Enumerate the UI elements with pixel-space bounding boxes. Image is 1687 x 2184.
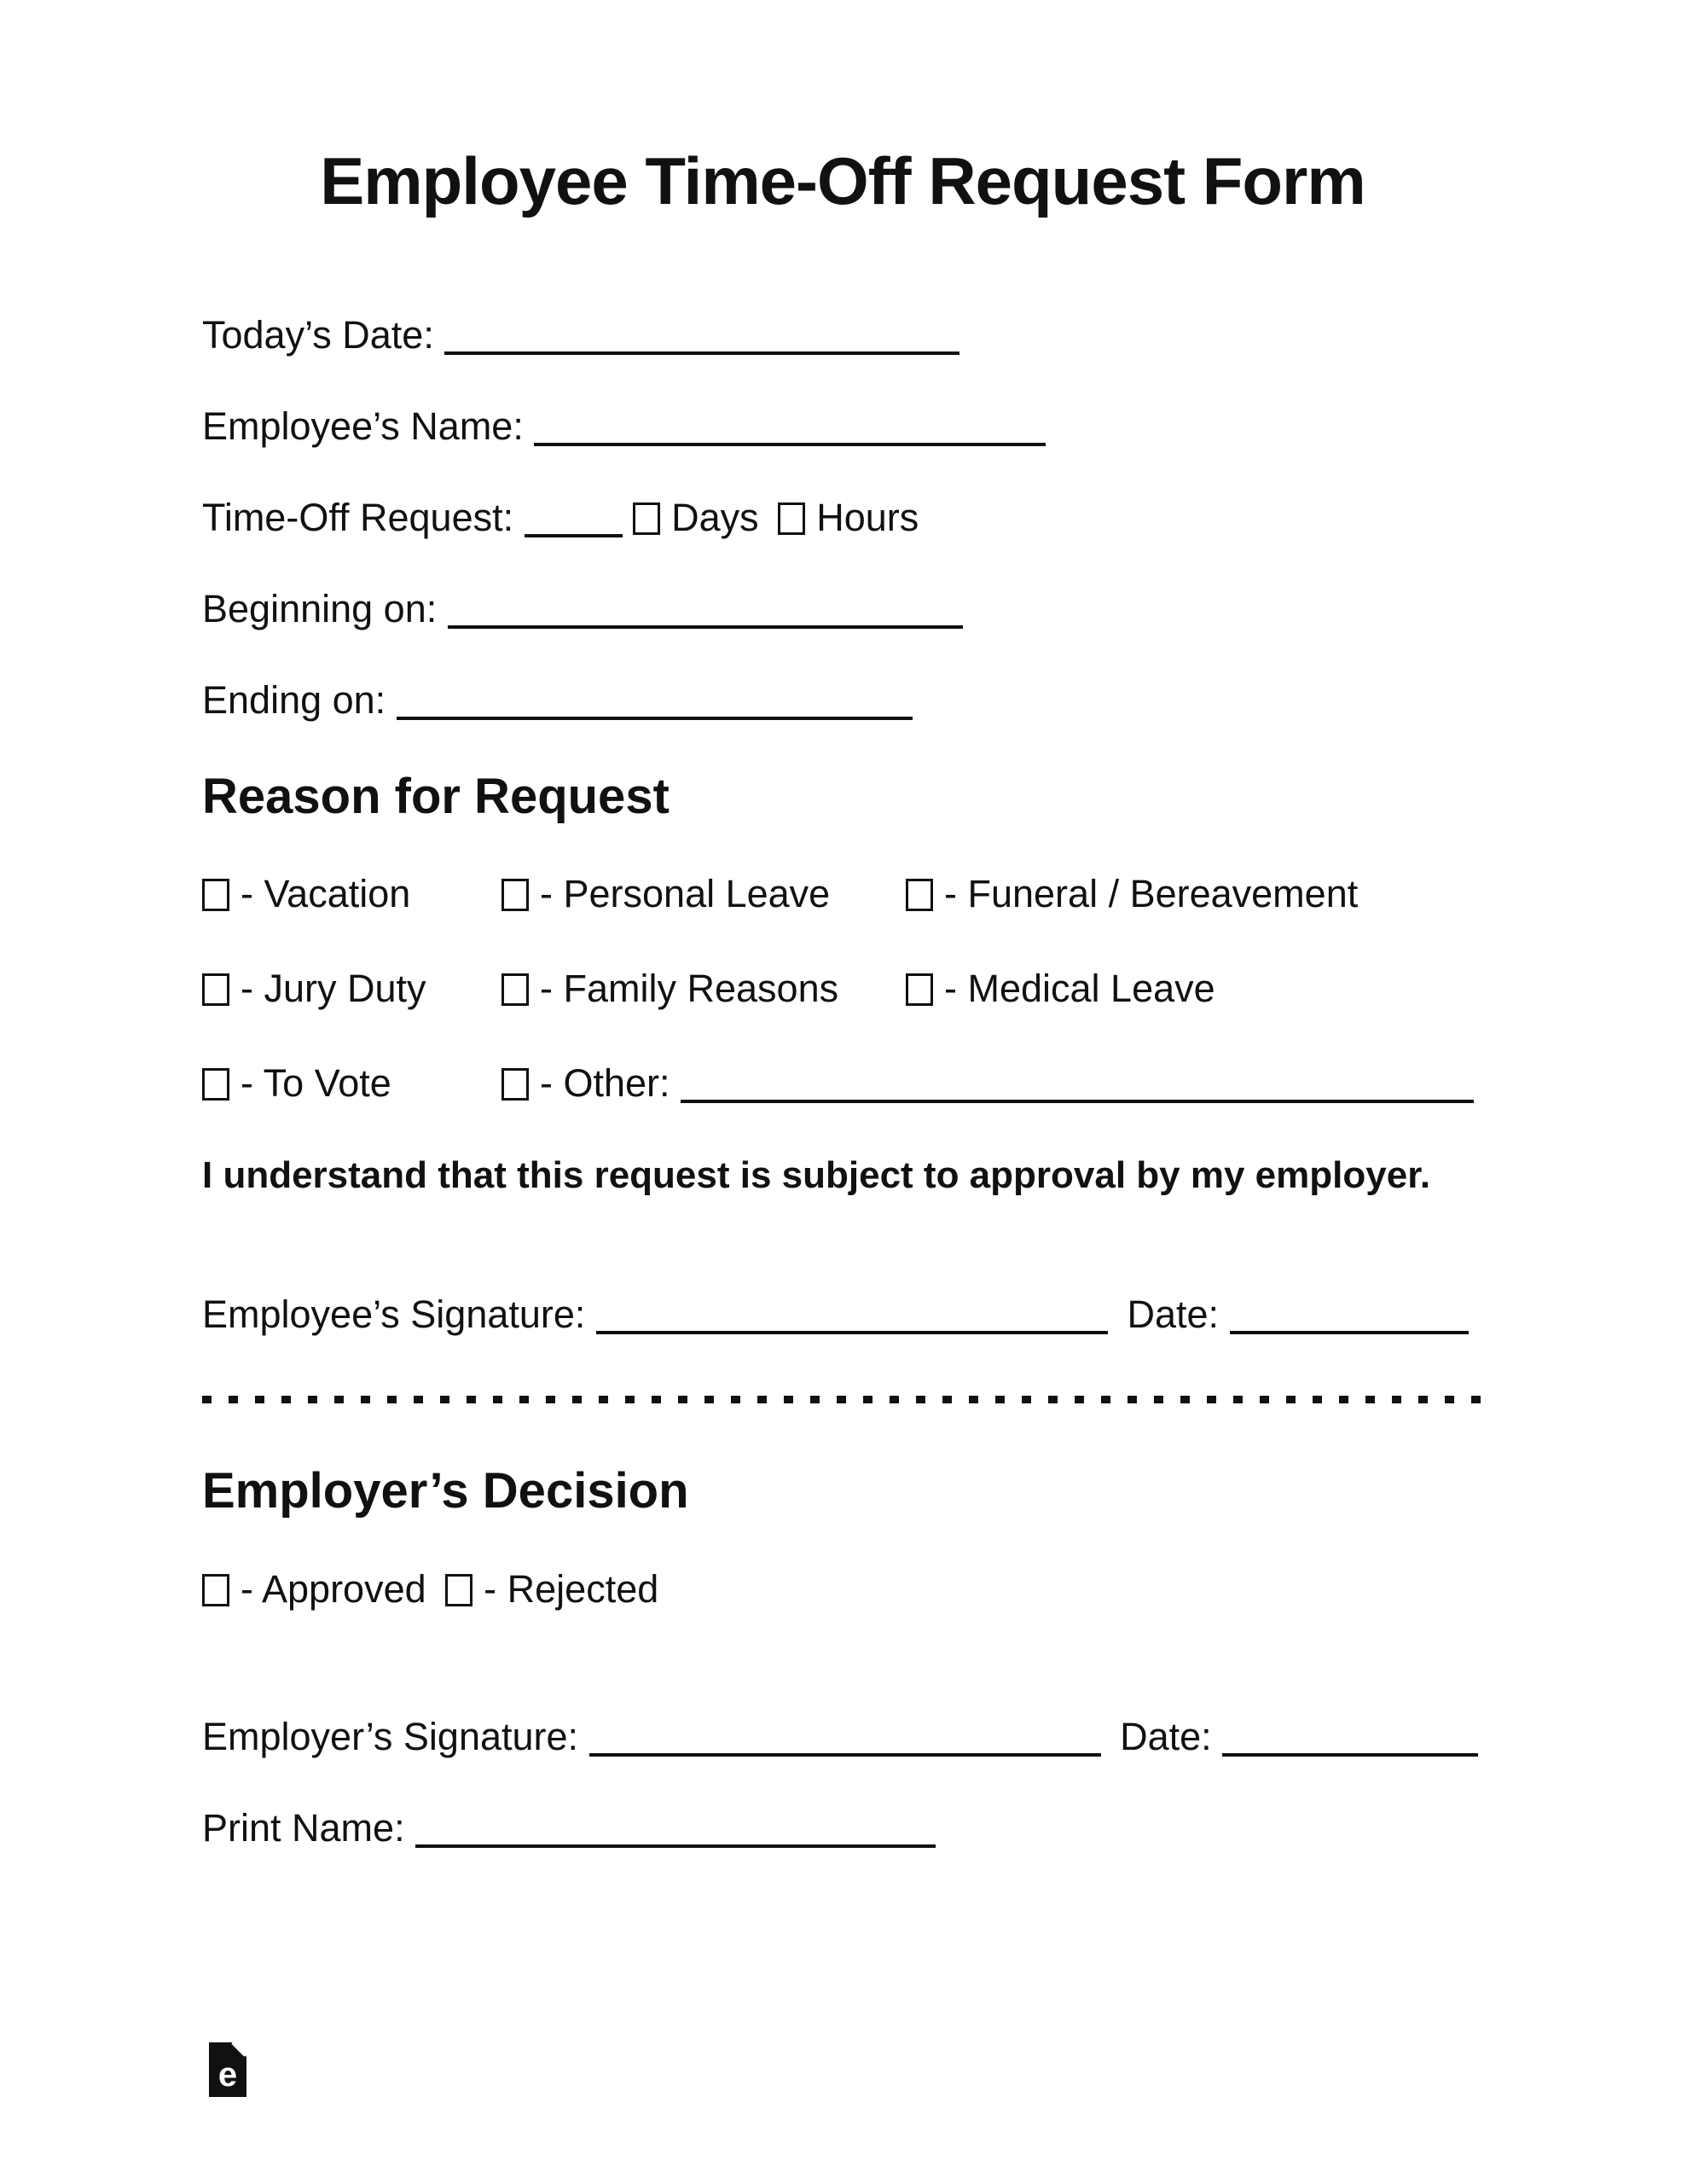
employer-date-label: Date: xyxy=(1120,1715,1212,1758)
employer-signature-blank-line[interactable] xyxy=(589,1728,1101,1757)
hours-label: Hours xyxy=(816,496,919,539)
reason-option-personal-leave xyxy=(501,871,906,917)
beginning-on-blank-line[interactable] xyxy=(448,600,963,629)
eforms-logo xyxy=(209,2042,246,2097)
employees-name-blank-line[interactable] xyxy=(534,417,1046,446)
other-checkbox[interactable] xyxy=(501,1068,529,1101)
rejected-checkbox[interactable] xyxy=(445,1574,472,1606)
rejected-label: - Rejected xyxy=(484,1567,659,1611)
to-vote-checkbox[interactable] xyxy=(202,1068,229,1101)
medical-leave-label: - Medical Leave xyxy=(944,967,1215,1010)
employee-signature-row xyxy=(202,1292,1483,1338)
days-label: Days xyxy=(671,496,759,539)
jury-duty-label: - Jury Duty xyxy=(241,967,426,1010)
print-name-label: Print Name: xyxy=(202,1806,405,1850)
days-checkbox[interactable] xyxy=(633,502,660,535)
approved-checkbox[interactable] xyxy=(202,1574,229,1606)
document-page-icon xyxy=(209,2042,246,2097)
time-off-request-label: Time-Off Request: xyxy=(202,496,514,539)
employee-date-blank-line[interactable] xyxy=(1230,1305,1469,1334)
reason-option-medical-leave xyxy=(906,966,1483,1012)
reason-option-to-vote xyxy=(202,1060,501,1107)
ending-on-label: Ending on: xyxy=(202,678,386,722)
print-name-row xyxy=(202,1805,1483,1851)
todays-date-row xyxy=(202,312,1483,358)
approval-statement: I understand that this request is subject to approval by my employer. xyxy=(202,1154,1431,1196)
reason-options-grid xyxy=(202,871,1483,1012)
family-reasons-label: - Family Reasons xyxy=(540,967,839,1010)
to-vote-label: - To Vote xyxy=(241,1061,391,1105)
header-fields xyxy=(202,312,1483,723)
reason-option-other xyxy=(501,1060,1483,1107)
employees-name-label: Employee’s Name: xyxy=(202,404,524,448)
personal-leave-checkbox[interactable] xyxy=(501,879,529,911)
employee-signature-blank-line[interactable] xyxy=(596,1305,1108,1334)
approved-label: - Approved xyxy=(241,1567,426,1611)
reason-options-row-3 xyxy=(202,1060,1483,1107)
vacation-checkbox[interactable] xyxy=(202,879,229,911)
other-label: - Other: xyxy=(540,1061,670,1105)
other-blank-line[interactable] xyxy=(681,1074,1474,1103)
funeral-bereavement-checkbox[interactable] xyxy=(906,879,933,911)
beginning-on-label: Beginning on: xyxy=(202,587,438,630)
reason-option-funeral-bereavement xyxy=(906,871,1483,917)
employer-decision-row xyxy=(202,1566,1483,1612)
ending-on-blank-line[interactable] xyxy=(397,691,913,720)
employer-date-blank-line[interactable] xyxy=(1222,1728,1478,1757)
funeral-bereavement-label: - Funeral / Bereavement xyxy=(944,872,1359,915)
employee-date-label: Date: xyxy=(1127,1292,1220,1336)
todays-date-label: Today’s Date: xyxy=(202,313,434,357)
employees-name-row xyxy=(202,404,1483,450)
beginning-on-row xyxy=(202,586,1483,632)
vacation-label: - Vacation xyxy=(241,872,411,915)
jury-duty-checkbox[interactable] xyxy=(202,973,229,1006)
hours-checkbox[interactable] xyxy=(778,502,805,535)
medical-leave-checkbox[interactable] xyxy=(906,973,933,1006)
reason-option-vacation xyxy=(202,871,501,917)
ending-on-row xyxy=(202,677,1483,723)
time-off-amount-blank-line[interactable] xyxy=(525,508,623,537)
family-reasons-checkbox[interactable] xyxy=(501,973,529,1006)
employer-section-heading: Employer’s Decision xyxy=(202,1463,689,1519)
logo-letter: e xyxy=(217,2056,238,2094)
personal-leave-label: - Personal Leave xyxy=(540,872,831,915)
todays-date-blank-line[interactable] xyxy=(444,326,959,355)
print-name-blank-line[interactable] xyxy=(415,1819,936,1848)
employee-signature-label: Employee’s Signature: xyxy=(202,1292,586,1336)
reason-option-jury-duty xyxy=(202,966,501,1012)
page-title: Employee Time-Off Request Form xyxy=(320,143,1365,218)
reason-option-family-reasons xyxy=(501,966,906,1012)
employer-signature-label: Employer’s Signature: xyxy=(202,1715,579,1758)
employer-signature-row xyxy=(202,1714,1483,1760)
time-off-request-row xyxy=(202,495,1483,541)
reason-section-heading: Reason for Request xyxy=(202,769,670,824)
dashed-divider xyxy=(202,1396,1483,1403)
